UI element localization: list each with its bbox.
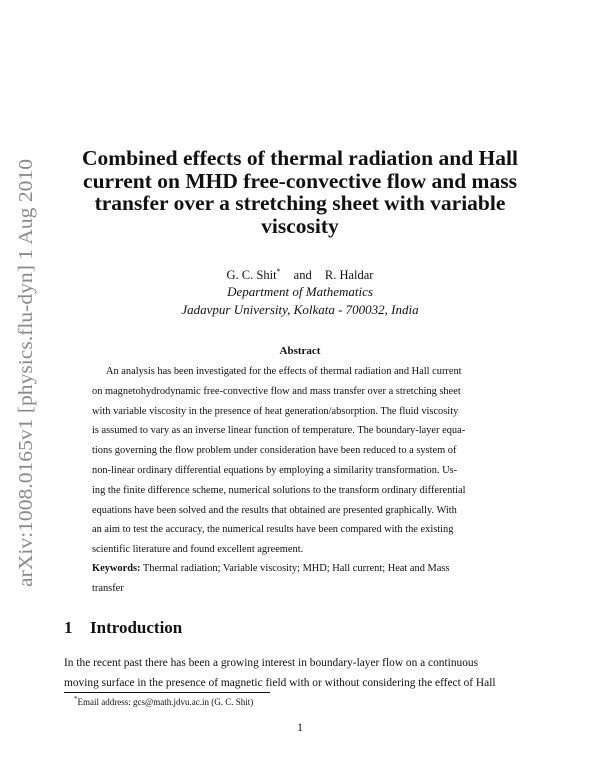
abstract-line: with variable viscosity in the presence of heat generation/absorption. The fluid viscosity bbox=[92, 405, 459, 417]
abstract-line: equations have been solved and the results that obtained are presented graphically. With bbox=[92, 504, 457, 516]
author-connector: and bbox=[293, 268, 312, 283]
abstract-line: an aim to test the accuracy, the numerical results have been compared with the existing bbox=[92, 524, 454, 536]
department: Department of Mathematics bbox=[227, 284, 373, 300]
section-heading bbox=[64, 618, 182, 638]
abstract-heading: Abstract bbox=[279, 345, 321, 357]
arxiv-stamp-text: arXiv:1008.0165v1 [physics.flu-dyn] 1 Aug 2010 bbox=[15, 190, 37, 587]
author-block bbox=[60, 264, 540, 319]
abstract-line: is assumed to vary as an inverse linear function of temperature. The boundary-layer equa- bbox=[92, 425, 466, 437]
page-number: 1 bbox=[297, 722, 303, 734]
intro-paragraph bbox=[64, 654, 544, 694]
abstract-line: on magnetohydrodynamic free-convective flow and mass transfer over a stretching sheet bbox=[92, 385, 461, 397]
section-title: Introduction bbox=[90, 618, 183, 637]
author-names bbox=[60, 264, 540, 283]
keywords-text: Thermal radiation; Variable viscosity; MHD; Hall current; Heat and Mass bbox=[142, 563, 450, 574]
abstract-body bbox=[92, 362, 512, 560]
keywords-line bbox=[92, 559, 516, 579]
abstract-line: non-linear ordinary differential equations by employing a similarity transformation. Us- bbox=[92, 464, 458, 476]
author-name: R. Haldar bbox=[324, 268, 374, 283]
footnote-rule bbox=[64, 692, 270, 693]
intro-line: In the recent past there has been a growing interest in boundary-layer flow on a continuous bbox=[64, 657, 479, 669]
title-line: Combined effects of thermal radiation and Hall bbox=[82, 146, 518, 170]
author-name: G. C. Shit bbox=[226, 268, 277, 283]
title-line: viscosity bbox=[261, 213, 339, 238]
arxiv-stamp-svg bbox=[6, 150, 40, 590]
footnote-mark: * bbox=[74, 695, 78, 703]
abstract-line: An analysis has been investigated for the effects of thermal radiation and Hall current bbox=[106, 366, 462, 377]
title-line: current on MHD free-convective flow and mass bbox=[83, 168, 517, 193]
abstract-line: tions governing the flow problem under consideration have been reduced to a system of bbox=[92, 445, 457, 457]
university: Jadavpur University, Kolkata - 700032, India bbox=[181, 302, 419, 318]
intro-line: moving surface in the presence of magnetic field with or without considering the effect of Hall bbox=[64, 676, 496, 689]
abstract-line: scientific literature and found excellent agreement. bbox=[92, 544, 304, 556]
footnote bbox=[74, 695, 253, 707]
arxiv-stamp bbox=[6, 150, 40, 590]
title-line: transfer over a stretching sheet with variable bbox=[94, 191, 506, 215]
keywords-label: Keywords: bbox=[92, 563, 141, 574]
keywords bbox=[92, 559, 516, 599]
corresponding-author-mark: * bbox=[276, 267, 281, 276]
section-number: 1 bbox=[64, 618, 73, 637]
abstract-line: ing the finite difference scheme, numerical solutions to the transform ordinary differential bbox=[92, 484, 466, 496]
keywords-text: transfer bbox=[92, 582, 124, 594]
footnote-text: Email address: gcs@math.jdvu.ac.in (G. C. Shit) bbox=[77, 697, 254, 707]
paper-title bbox=[60, 147, 540, 237]
